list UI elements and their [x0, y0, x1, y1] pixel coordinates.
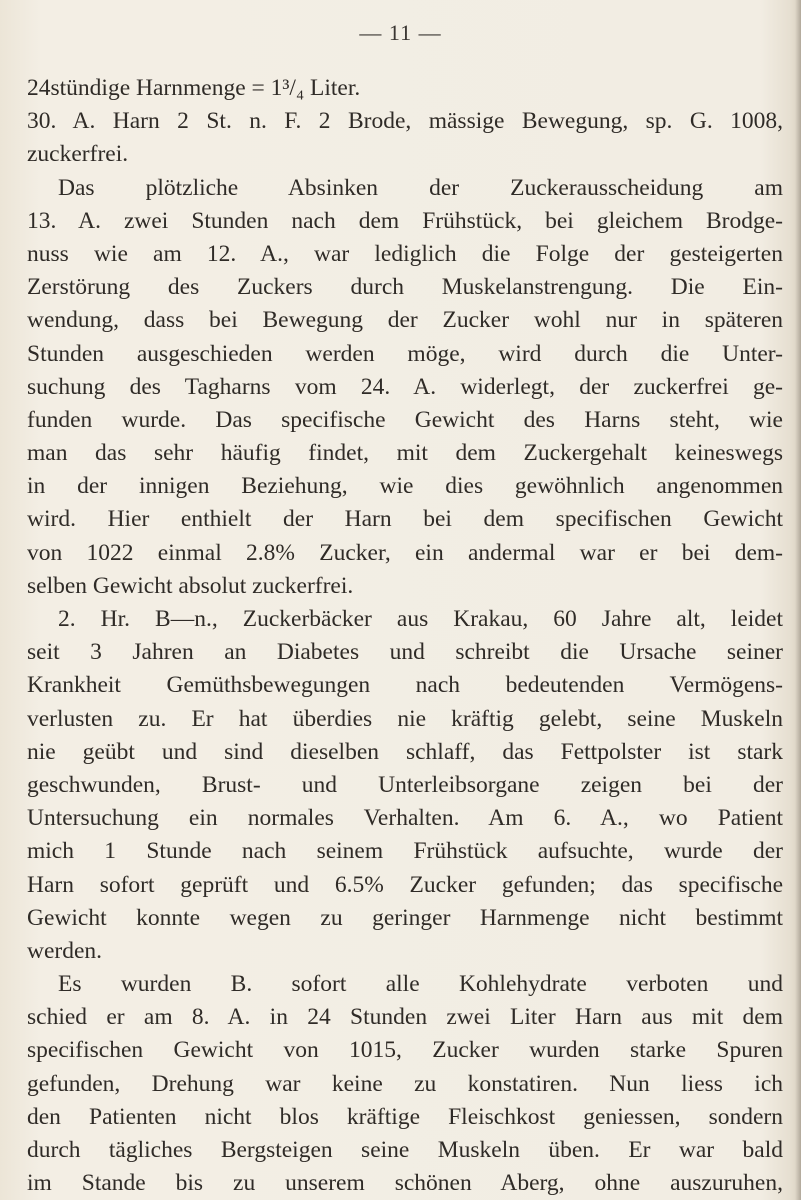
text-line: Das plötzliche Absinken der Zuckerausscheidung am [58, 174, 783, 201]
text-line: 2. Hr. B—n., Zuckerbäcker aus Krakau, 60 Jahre alt, leidet [58, 606, 783, 632]
text-line: wird. Hier enthielt der Harn bei dem specifischen Gewicht [27, 506, 783, 533]
text-line: Untersuchung ein normales Verhalten. Am 6. A., wo Patient [27, 805, 783, 832]
text-line: 24stündige Harnmenge = 1³/₄ Liter. [27, 75, 361, 101]
text-line: nuss wie am 12. A., war lediglich die Folge der gesteigerten [27, 240, 783, 267]
text-line: Stunden ausgeschieden werden möge, wird durch die Unter- [27, 340, 783, 367]
text-line: man das sehr häufig findet, mit dem Zuckergehalt keineswegs [27, 440, 783, 467]
text-line: wendung, dass bei Bewegung der Zucker wohl nur in späteren [27, 307, 783, 334]
text-line: 30. A. Harn 2 St. n. F. 2 Brode, mässige Bewegung, sp. G. 1008, [27, 108, 783, 135]
page-edge-shadow [795, 0, 801, 1200]
text-line: Harn sofort geprüft und 6.5% Zucker gefunden; das specifische [27, 871, 783, 898]
text-line: schied er am 8. A. in 24 Stunden zwei Liter Harn aus mit dem [27, 1004, 783, 1031]
body-text [27, 72, 783, 1200]
text-line: gefunden, Drehung war keine zu konstatiren. Nun liess ich [27, 1070, 783, 1097]
text-line: werden. [27, 937, 103, 964]
text-line: specifischen Gewicht von 1015, Zucker wurden starke Spuren [27, 1037, 783, 1064]
text-line: nie geübt und sind dieselben schlaff, das Fettpolster ist stark [27, 738, 783, 765]
text-line: Krankheit Gemüthsbewegungen nach bedeutenden Vermögens- [27, 672, 783, 699]
text-line: von 1022 einmal 2.8% Zucker, ein andermal war er bei dem- [27, 539, 783, 566]
text-line: Gewicht konnte wegen zu geringer Harnmenge nicht bestimmt [27, 904, 783, 931]
text-line: durch tägliches Bergsteigen seine Muskeln üben. Er war bald [27, 1137, 783, 1163]
text-line: im Stande bis zu unserem schönen Aberg, ohne auszuruhen, [27, 1170, 783, 1197]
text-line: verlusten zu. Er hat überdies nie kräftig gelebt, seine Muskeln [27, 705, 783, 732]
text-line: selben Gewicht absolut zuckerfrei. [27, 572, 354, 599]
text-line: 13. A. zwei Stunden nach dem Frühstück, bei gleichem Brodge- [27, 207, 783, 234]
text-line: Es wurden B. sofort alle Kohlehydrate verboten und [58, 971, 783, 998]
text-line: geschwunden, Brust- und Unterleibsorgane zeigen bei der [27, 771, 783, 798]
text-line: den Patienten nicht blos kräftige Fleischkost geniessen, sondern [27, 1103, 783, 1130]
text-line: in der innigen Beziehung, wie dies gewöhnlich angenommen [27, 473, 783, 500]
text-line: funden wurde. Das specifische Gewicht des Harns steht, wie [27, 406, 783, 433]
page-number: — 11 — [359, 20, 442, 45]
text-line: zuckerfrei. [27, 141, 129, 168]
text-line: Zerstörung des Zuckers durch Muskelanstrengung. Die Ein- [27, 274, 783, 301]
text-line: suchung des Tagharns vom 24. A. widerlegt, der zuckerfrei ge- [27, 373, 783, 400]
text-line: mich 1 Stunde nach seinem Frühstück aufsuchte, wurde der [27, 838, 783, 865]
text-line: seit 3 Jahren an Diabetes und schreibt die Ursache seiner [27, 639, 783, 666]
